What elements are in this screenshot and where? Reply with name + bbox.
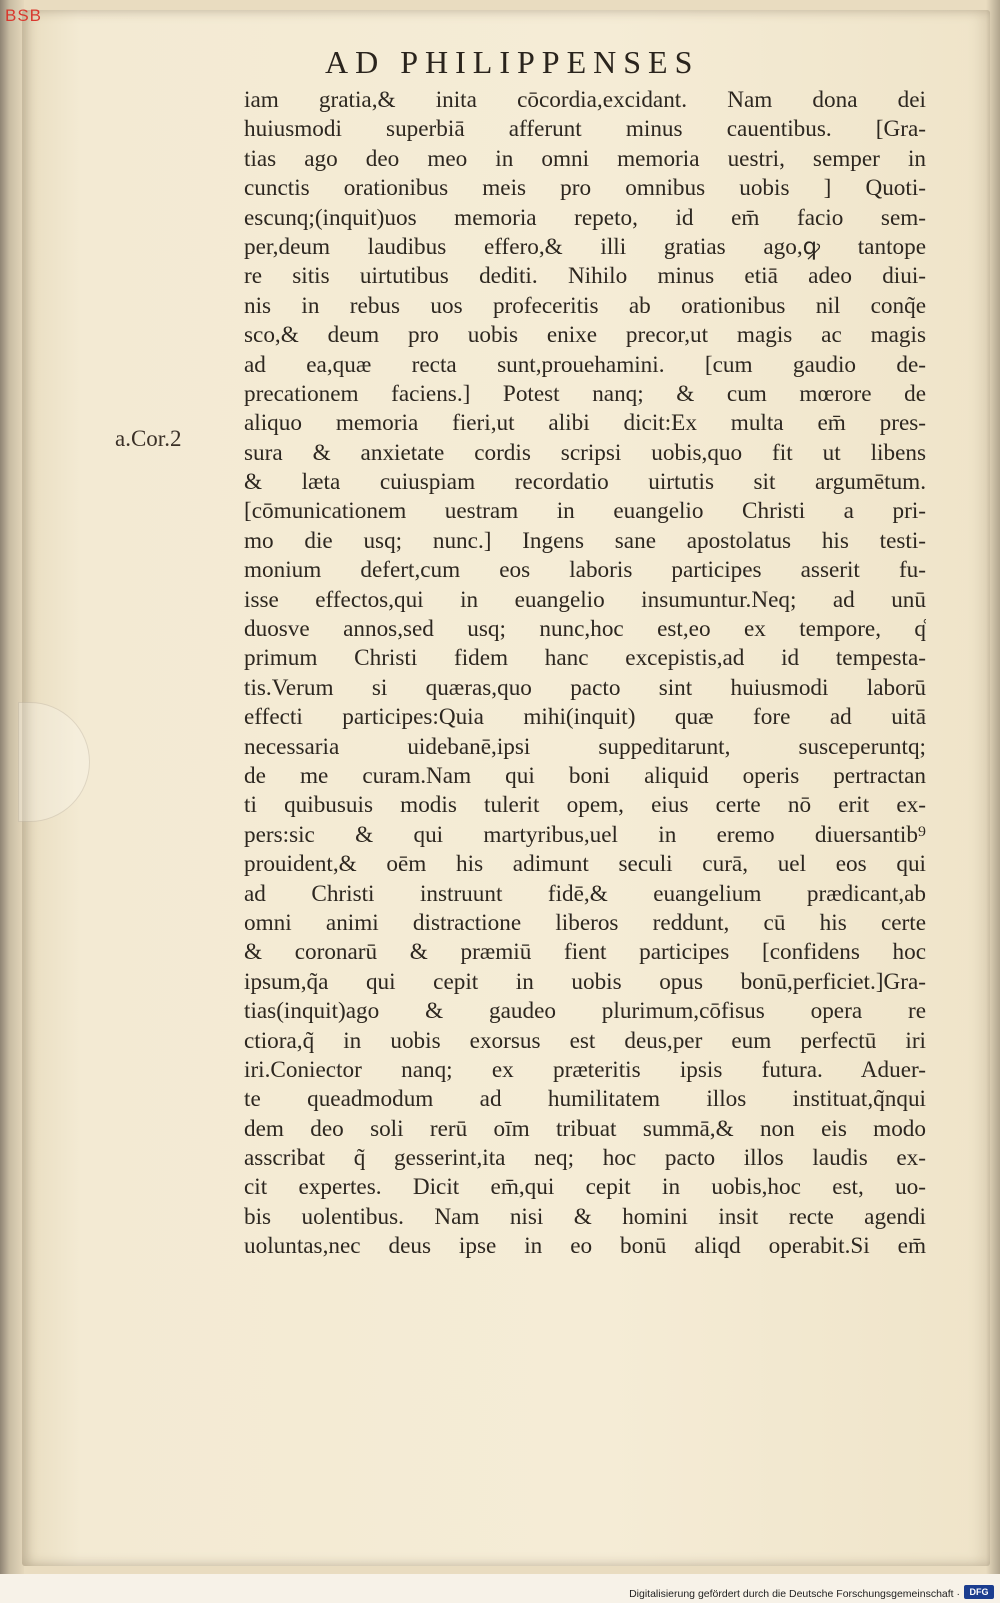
text-line: ad Christi instruunt fidē,& euangelium prædicant,ab — [244, 880, 926, 907]
text-line: precationem faciens.] Potest nanq; & cum mœrore de — [244, 380, 926, 407]
text-line: [cōmunicationem uestram in euangelio Christi a pri- — [244, 498, 926, 525]
text-line: iri.Coniector nanq; ex præteritis ipsis futura. Aduer- — [244, 1056, 926, 1083]
text-line: necessaria uidebanē,ipsi suppeditarunt, susceperuntq; — [244, 733, 926, 760]
text-line: sura & anxietate cordis scripsi uobis,quo fit ut libens — [244, 439, 926, 466]
text-line: effecti participes:Quia mihi(inquit) quæ fore ad uitā — [244, 704, 926, 731]
text-line: monium defert,cum eos laboris participes asserit fu- — [244, 557, 926, 584]
text-line: de me curam.Nam qui boni aliquid operis pertractan — [244, 762, 926, 789]
text-line: nis in rebus uos profeceritis ab orationibus nil conq̃e — [244, 292, 926, 319]
margin-reference-note: a.Cor.2 — [115, 426, 182, 451]
text-line: & læta cuiuspiam recordatio uirtutis sit argumētum. — [244, 469, 926, 496]
text-line: asscribat q̃ gesserint,ita neq; hoc pacto illos laudis ex- — [244, 1145, 926, 1172]
text-line: mo die usq; nunc.] Ingens sane apostolatus his testi- — [244, 527, 926, 554]
text-line: ipsum,q̃a qui cepit in uobis opus bonū,perficiet.]Gra- — [244, 968, 926, 995]
text-line: tias(inquit)ago & gaudeo plurimum,cōfisus opera re — [244, 998, 926, 1025]
running-head: AD PHILIPPENSES — [325, 44, 700, 80]
text-line: cunctis orationibus meis pro omnibus uobis ] Quoti- — [244, 175, 926, 202]
dfg-logo: DFG — [964, 1585, 994, 1599]
text-line: ad ea,quæ recta sunt,prouehamini. [cum gaudio de- — [244, 351, 926, 378]
footer-credit: Digitalisierung gefördert durch die Deutsche Forschungsgemeinschaft · — [629, 1588, 960, 1600]
text-line: re sitis uirtutibus dediti. Nihilo minus etiā adeo diui- — [244, 263, 926, 290]
text-line: tis.Verum si quæras,quo pacto sint huiusmodi laborū — [244, 674, 926, 701]
text-line: ctiora,q̃ in uobis exorsus est deus,per eum perfectū iri — [244, 1027, 926, 1054]
thumb-shadow — [18, 702, 90, 822]
text-line: uoluntas,nec deus ipse in eo bonū aliqd operabit.Si em̄ — [244, 1233, 926, 1260]
text-line: primum Christi fidem hanc excepistis,ad id tempesta- — [244, 645, 926, 672]
text-line: per,deum laudibus effero,& illi gratias ago,ꝙ tantope — [244, 233, 926, 260]
text-line: isse effectos,qui in euangelio insumuntur.Neq; ad unū — [244, 586, 926, 613]
text-line: bis uolentibus. Nam nisi & homini insit recte agendi — [244, 1203, 926, 1230]
body-text — [244, 86, 926, 1262]
text-line: ti quibusuis modis tulerit opem, eius certe nō erit ex- — [244, 792, 926, 819]
text-line: escunq;(inquit)uos memoria repeto, id em̄ facio sem- — [244, 204, 926, 231]
text-line: aliquo memoria fieri,ut alibi dicit:Ex multa em̄ pres- — [244, 410, 926, 437]
text-line: iam gratia,& inita cōcordia,excidant. Nam dona dei — [244, 87, 926, 113]
text-line: cit expertes. Dicit em̄,qui cepit in uobis,hoc est, uo- — [244, 1174, 926, 1201]
library-watermark: BSB — [5, 6, 43, 25]
text-line: dem deo soli rerū oīm tribuat summā,& non eis modo — [244, 1115, 926, 1142]
text-line: prouident,& oēm his adimunt seculi curā, uel eos qui — [244, 851, 926, 878]
page-edge-shadow — [986, 0, 1000, 1574]
text-line: sco,& deum pro uobis enixe precor,ut magis ac magis — [244, 322, 926, 349]
text-line: te queadmodum ad humilitatem illos instituat,q̃nqui — [244, 1086, 926, 1113]
text-line: omni animi distractione liberos reddunt, cū his certe — [244, 909, 926, 936]
text-line: huiusmodi superbiā afferunt minus cauentibus. [Gra- — [244, 116, 926, 143]
text-line: pers:sic & qui martyribus,uel in eremo diuersantib⁹ — [244, 821, 926, 848]
text-line: tias ago deo meo in omni memoria uestri, semper in — [244, 145, 926, 172]
text-line: duosve annos,sed usq; nunc,hoc est,eo ex tempore, q̊ — [244, 616, 926, 643]
text-line: & coronarū & præmiū fient participes [confidens hoc — [244, 939, 926, 966]
